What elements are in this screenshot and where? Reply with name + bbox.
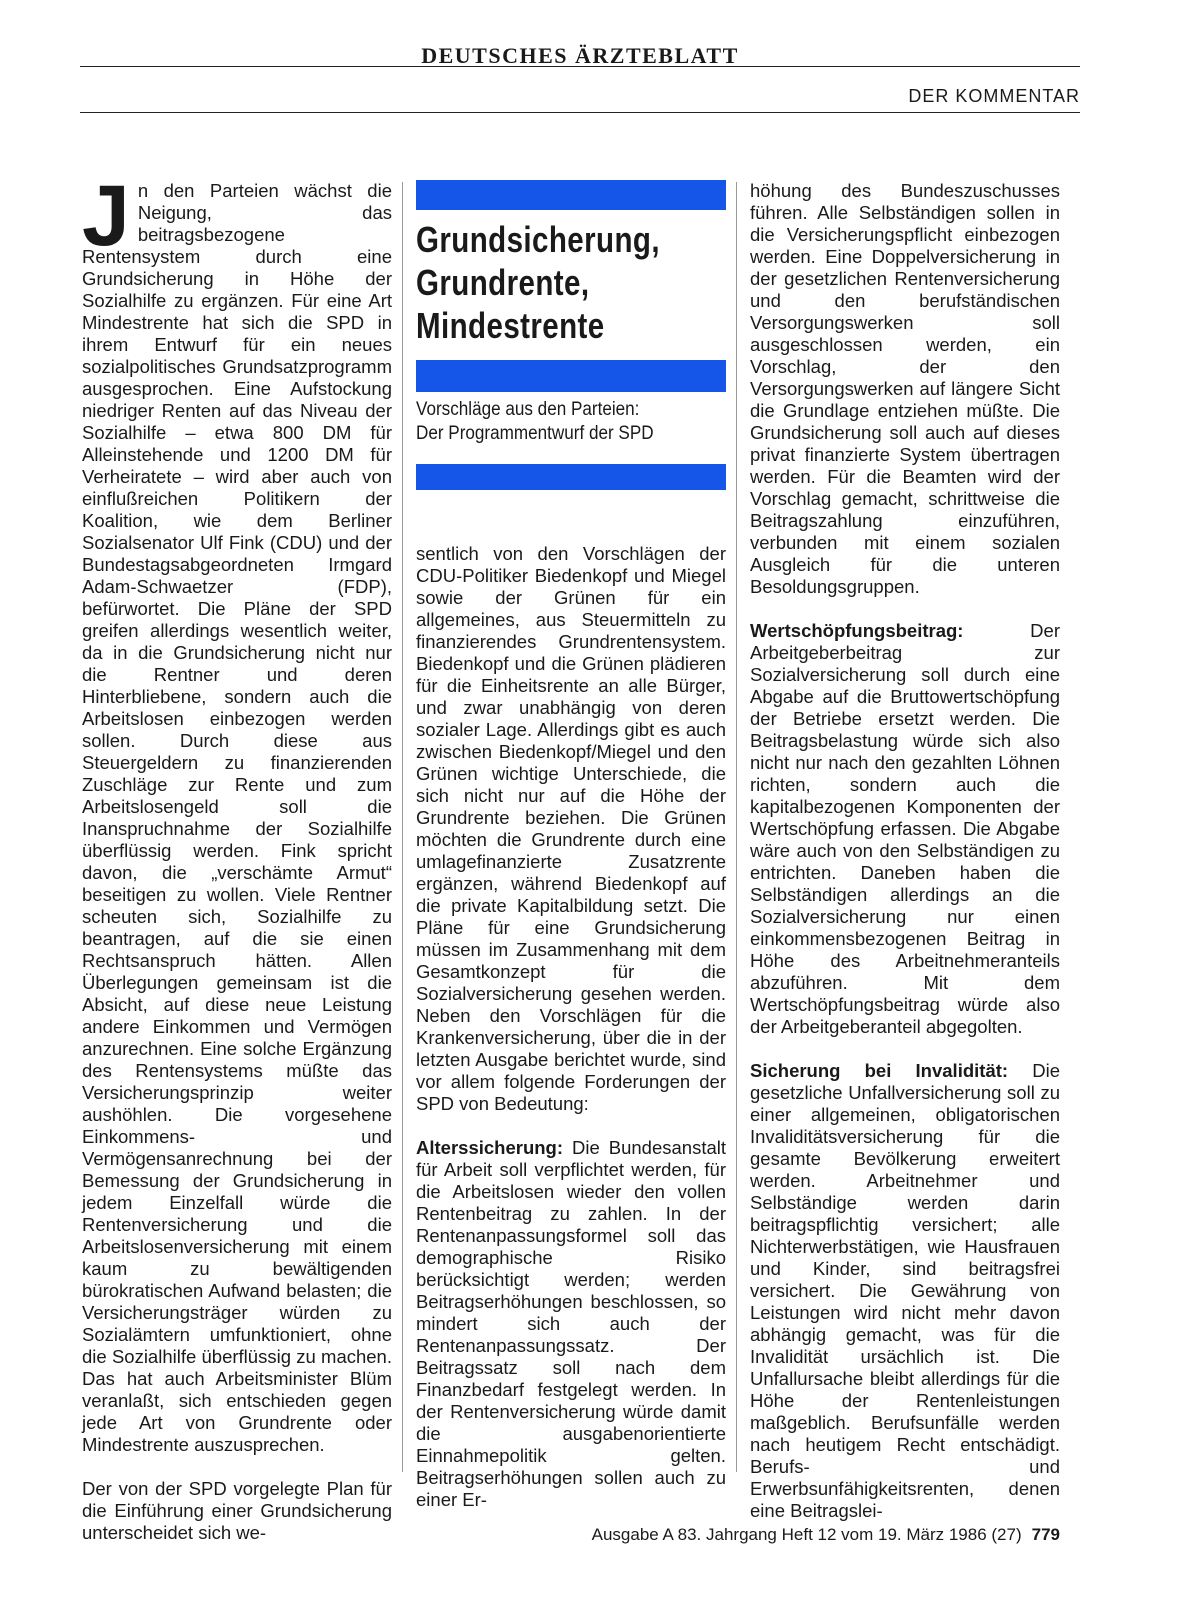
article-subtitle: [416, 398, 704, 446]
article-column-1: [82, 168, 392, 1566]
page-footer: [592, 1525, 1060, 1545]
section-label: DER KOMMENTAR: [908, 86, 1080, 106]
paragraph-text: Die Bundesanstalt für Arbeit soll verpflichtet werden, für die Arbeitslosen wieder den vollen Rentenbeitrag zu zahlen. In der Rentenanpassungsformel soll das demographische Risiko berücksichtigt werden; werden Beitragserhöhungen beschlossen, so mindert sich auch der Rentenanpassungssatz. Der Beitragssatz soll nach dem Finanzbedarf festgelegt werden. In der Rentenversicherung würde damit die ausgabenorientierte Einnahmepolitik gelten. Beitragserhöhungen sollen auch zu einer Er-: [416, 1137, 726, 1510]
paragraph: [416, 1137, 726, 1511]
article-headline: [416, 218, 670, 347]
paragraph: [750, 620, 1060, 1038]
section-lead: Alterssicherung:: [416, 1137, 564, 1158]
headline-box: [416, 180, 726, 490]
headline-line: Mindestrente: [416, 305, 605, 346]
paragraph-text: Der Arbeitgeberbeitrag zur Sozialversicherung soll durch eine Abgabe auf die Bruttowertschöpfung der Betriebe ersetzt werden. Die Beitragsbelastung würde sich also nicht nur nach den gezahlten Löhnen richten, sondern auch die kapitalbezogenen Komponenten der Wertschöpfung erfassen. Die Abgabe wäre auch von den Selbständigen zu entrichten. Daneben haben die Selbständigen allerdings an die Sozialversicherung nur einen einkommensbezogenen Beitrag in Höhe des Arbeitnehmeranteils abzuführen. Mit dem Wertschöpfungsbeitrag würde also der Arbeitgeberanteil abgegolten.: [750, 620, 1060, 1037]
paragraph: höhung des Bundeszuschusses führen. Alle Selbständigen sollen in die Versicherungspflicht einbezogen werden. Eine Doppelversicherung in der gesetzlichen Rentenversicherung und den berufständischen Versorgungswerken soll ausgeschlossen werden, ein Vorschlag, der den Versorgungswerken auf längere Sicht die Grundlage entziehen müßte. Die Grundsicherung soll auch auf dieses privat finanzierte System übertragen werden. Für die Beamten wird der Vorschlag gemacht, schrittweise die Beitragszahlung einzuführen, verbunden mit einem sozialen Ausgleich für die unteren Besoldungsgruppen.: [750, 180, 1060, 597]
paragraph: Der von der SPD vorgelegte Plan für die Einführung einer Grundsicherung unterscheidet sich we-: [82, 1478, 392, 1543]
section-lead: Sicherung bei Invalidität:: [750, 1060, 1009, 1081]
masthead-title: DEUTSCHES ÄRZTEBLATT: [421, 43, 739, 68]
article-column-2: [416, 543, 726, 1533]
column-divider: [402, 182, 403, 1472]
headline-line: Grundrente,: [416, 262, 590, 303]
accent-bar: [416, 360, 726, 392]
headline-line: Grundsicherung,: [416, 219, 660, 260]
accent-bar: [416, 464, 726, 490]
paragraph: sentlich von den Vorschlägen der CDU-Politiker Biedenkopf und Miegel sowie der Grünen für ein allgemeines, aus Steuermitteln zu finanzierendes Grundrentensystem. Biedenkopf und die Grünen plädieren für die Einheitsrente an alle Bürger, und zwar unabhängig von deren sozialer Lage. Allerdings gibt es auch zwischen Biedenkopf/Miegel und den Grünen wichtige Unterschiede, die sich nicht nur auf die Höhe der Grundrente beziehen. Die Grünen möchten die Grundrente durch eine umlagefinanzierte Zusatzrente ergänzen, während Biedenkopf auf die private Kapitalbildung setzt. Die Pläne für eine Grundsicherung müssen im Zusammenhang mit dem Gesamtkonzept für die Sozialversicherung gesehen werden. Neben den Vorschlägen für die Krankenversicherung, über die in der letzten Ausgabe berichtet wurde, sind vor allem folgende Forderungen der SPD von Bedeutung:: [416, 543, 726, 1114]
masthead: [80, 0, 1080, 67]
article-column-3: [750, 180, 1060, 1544]
header-rule: [80, 112, 1080, 113]
issue-info: Ausgabe A 83. Jahrgang Heft 12 vom 19. März 1986 (27): [591, 1525, 1022, 1544]
paragraph: [750, 1060, 1060, 1522]
drop-cap: J: [82, 168, 130, 264]
paragraph-text: Die gesetzliche Unfallversicherung soll zu einer allgemeinen, obligatorischen Invaliditätsversicherung für die gesamte Bevölkerung erweitert werden. Arbeitnehmer und Selbständige werden darin beitragspflichtig versichert; alle Nichterwerbstätigen, wie Hausfrauen und Kinder, sind beitragsfrei versichert. Die Gewährung von Leistungen wird nicht mehr davon abhängig gemacht, was für die Invalidität ursächlich ist. Die Unfallursache bleibt allerdings für die Höhe der Rentenleistungen maßgeblich. Berufsunfälle werden nach heutigem Recht entschädigt. Berufs- und Erwerbsunfähigkeitsrenten, denen eine Beitragslei-: [750, 1060, 1060, 1521]
section-lead: Wertschöpfungsbeitrag:: [750, 620, 964, 641]
column-divider: [736, 182, 737, 1472]
paragraph: [82, 168, 392, 1456]
subtitle-line: Der Programmentwurf der SPD: [416, 423, 654, 444]
page-number: 779: [1031, 1525, 1060, 1544]
accent-bar: [416, 180, 726, 210]
paragraph-text: n den Parteien wächst die Neigung, das beitragsbezogene Rentensystem durch eine Grundsicherung in Höhe der Sozialhilfe zu ergänzen. Für eine Art Mindestrente hat sich die SPD in ihrem Entwurf für ein neues sozialpolitisches Grundsatzprogramm ausgesprochen. Eine Aufstockung niedriger Renten auf das Niveau der Sozialhilfe – etwa 800 DM für Alleinstehende und 1200 DM für Verheiratete – wird aber auch von einflußreichen Politikern der Koalition, wie dem Berliner Sozialsenator Ulf Fink (CDU) und der Bundestagsabgeordneten Irmgard Adam-Schwaetzer (FDP), befürwortet. Die Pläne der SPD greifen allerdings wesentlich weiter, da in die Grundsicherung nicht nur die Rentner und deren Hinterbliebene, sondern auch die Arbeitslosen einbezogen werden sollen. Durch diese aus Steuergeldern zu finanzierenden Zuschläge zur Rente und zum Arbeitslosengeld soll die Inanspruchnahme der Sozialhilfe überflüssig werden. Fink spricht davon, die „verschämte Armut“ beseitigen zu wollen. Viele Rentner scheuten sich, Sozialhilfe zu beantragen, auf die sie einen Rechtsanspruch hätten. Allen Überlegungen gemeinsam ist die Absicht, auf diese neue Leistung andere Einkommen und Vermögen anzurechnen. Eine solche Ergänzung des Rentensystems müßte das Versicherungsprinzip weiter aushöhlen. Die vorgesehene Einkommens- und Vermögensanrechnung bei der Bemessung der Grundsicherung in jedem Einzelfall würde die Rentenversicherung und die Arbeitslosenversicherung mit einem kaum zu bewältigenden bürokratischen Aufwand belasten; die Versicherungsträger würden zu Sozialämtern umfunktioniert, ohne die Sozialhilfe überflüssig zu machen. Das hat auch Arbeitsminister Blüm veranlaßt, sich entschieden gegen jede Art von Grundrente oder Mindestrente auszusprechen.: [82, 180, 392, 1455]
subtitle-line: Vorschläge aus den Parteien:: [416, 399, 640, 420]
